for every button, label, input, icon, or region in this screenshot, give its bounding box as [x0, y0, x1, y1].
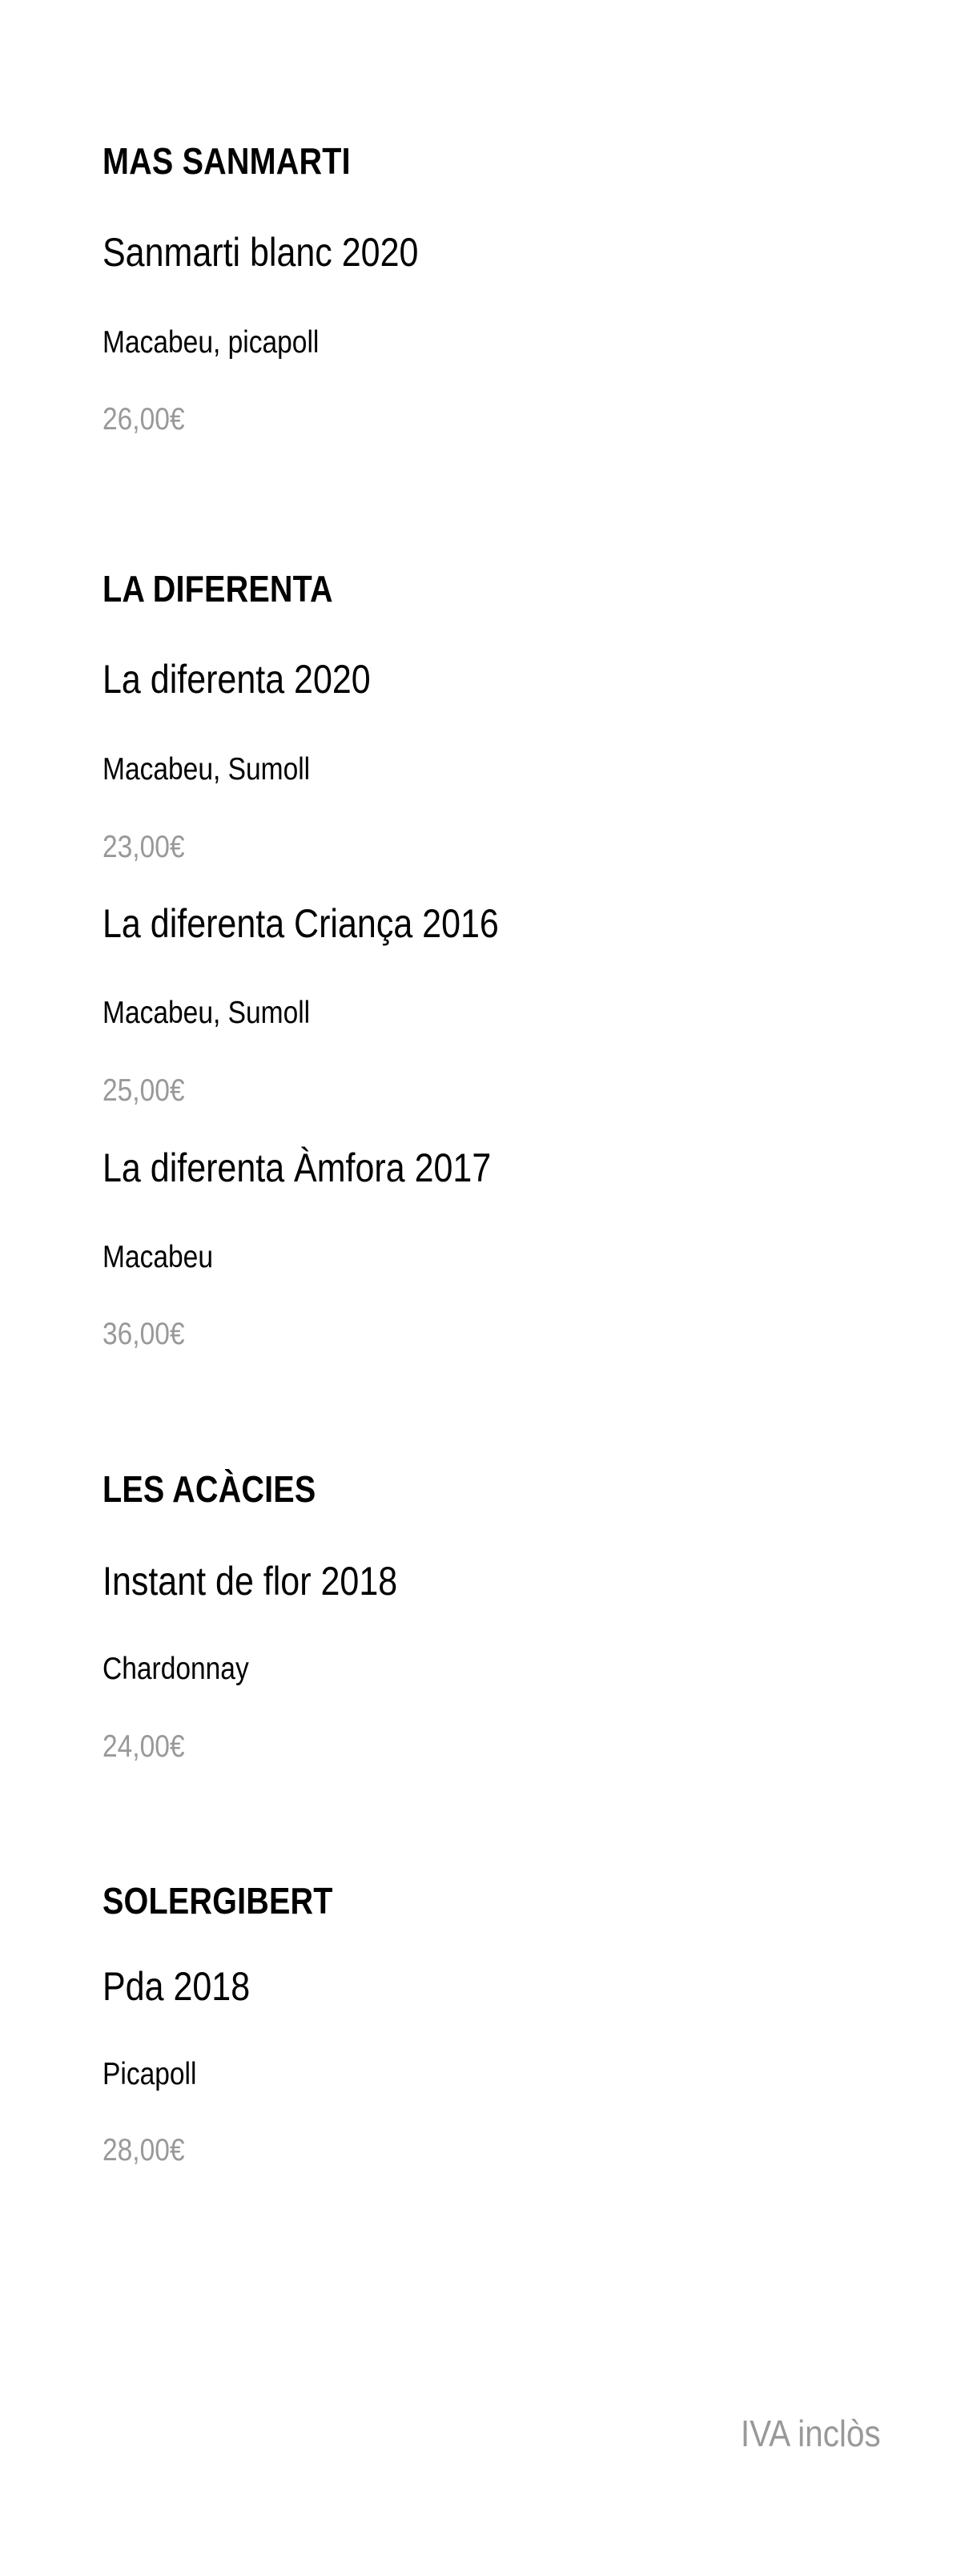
wine-grapes: Macabeu, Sumoll: [103, 752, 311, 787]
wine-grapes: Macabeu: [103, 1240, 213, 1274]
wine-price: 26,00€: [103, 402, 185, 437]
wine-grapes: Macabeu, Sumoll: [103, 996, 311, 1030]
wine-price: 24,00€: [103, 1729, 185, 1764]
wine-price: 23,00€: [103, 830, 185, 864]
wine-grapes: Macabeu, picapoll: [103, 325, 320, 360]
wine-name: La diferenta Criança 2016: [103, 901, 499, 946]
wine-price: 28,00€: [103, 2133, 185, 2167]
wine-price: 25,00€: [103, 1073, 185, 1108]
wine-name: Pda 2018: [103, 1964, 251, 2009]
producer-heading: LA DIFERENTA: [103, 568, 333, 610]
producer-heading: MAS SANMARTI: [103, 140, 351, 182]
wine-name: La diferenta 2020: [103, 657, 371, 702]
wine-name: Sanmarti blanc 2020: [103, 230, 419, 275]
wine-grapes: Picapoll: [103, 2057, 197, 2091]
wine-name: Instant de flor 2018: [103, 1559, 398, 1604]
vat-included-note: IVA inclòs: [741, 2413, 881, 2454]
wine-price: 36,00€: [103, 1317, 185, 1351]
producer-heading: LES ACÀCIES: [103, 1468, 316, 1510]
wine-name: La diferenta Àmfora 2017: [103, 1145, 492, 1190]
producer-heading: SOLERGIBERT: [103, 1880, 333, 1922]
wine-grapes: Chardonnay: [103, 1652, 249, 1686]
